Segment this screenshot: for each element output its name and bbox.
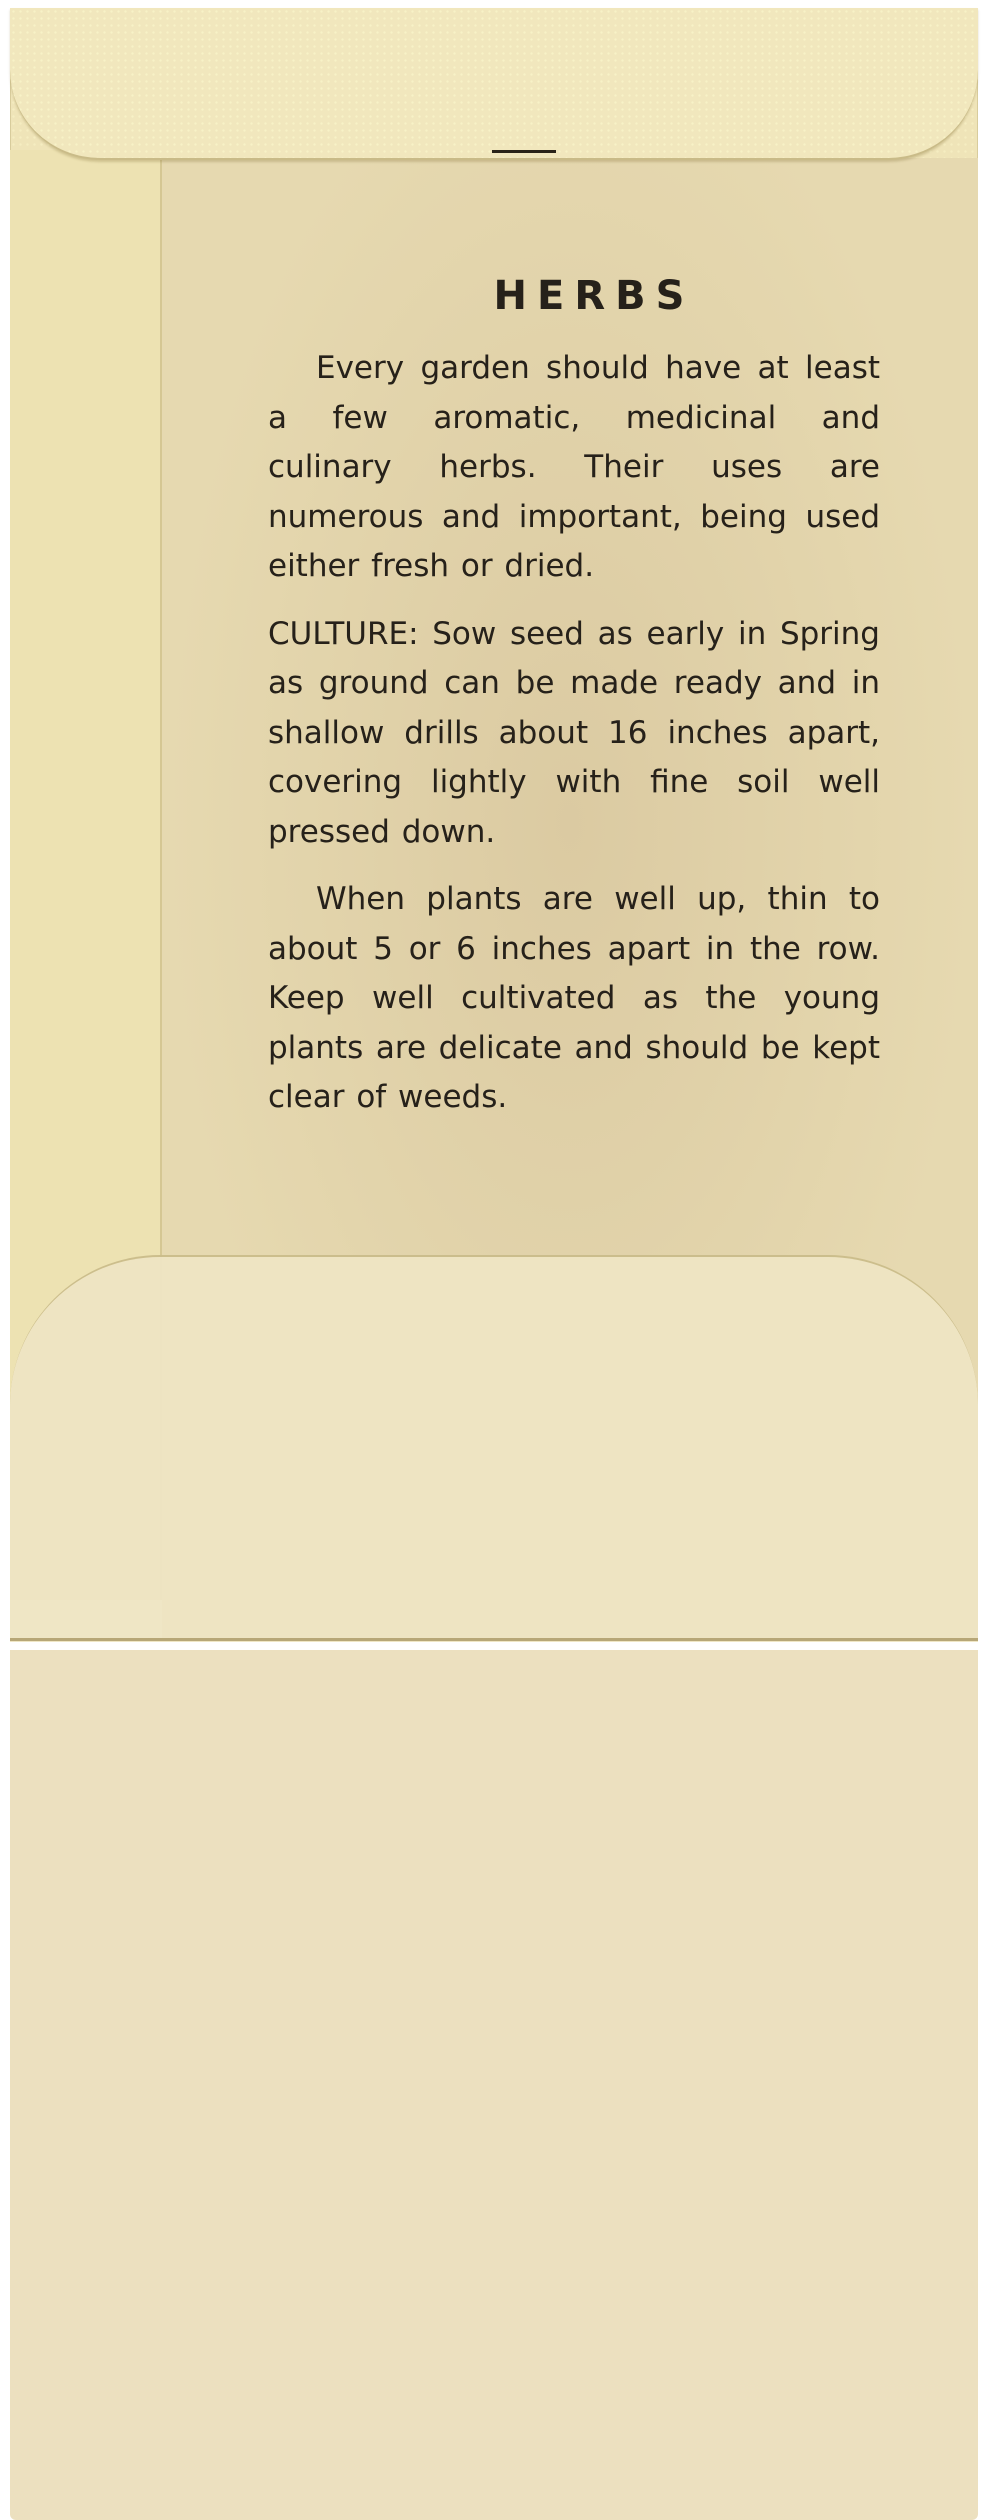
packet-title: HERBS (493, 273, 695, 319)
lower-fold (10, 1255, 978, 1642)
top-flap (10, 8, 978, 160)
thinning-paragraph: When plants are well up, thin to about 5 or 6 inches apart in the row. Keep well cultivated as the young plants are delicate and should be kept clear of weeds. (268, 881, 880, 1115)
flap-notch-mark (492, 150, 556, 153)
bottom-tab (10, 1650, 978, 2520)
bottom-crease (10, 1638, 978, 1641)
packet-text (268, 270, 880, 1141)
culture-paragraph: CULTURE: Sow seed as early in Spring as ground can be made ready and in shallow drills about 16 inches apart, covering lightly with fine soil well pressed down. (268, 615, 880, 850)
intro-paragraph: Every garden should have at least a few aromatic, medicinal and culinary herbs. Their uses are numerous and important, being used either fresh or dried. (268, 350, 880, 584)
